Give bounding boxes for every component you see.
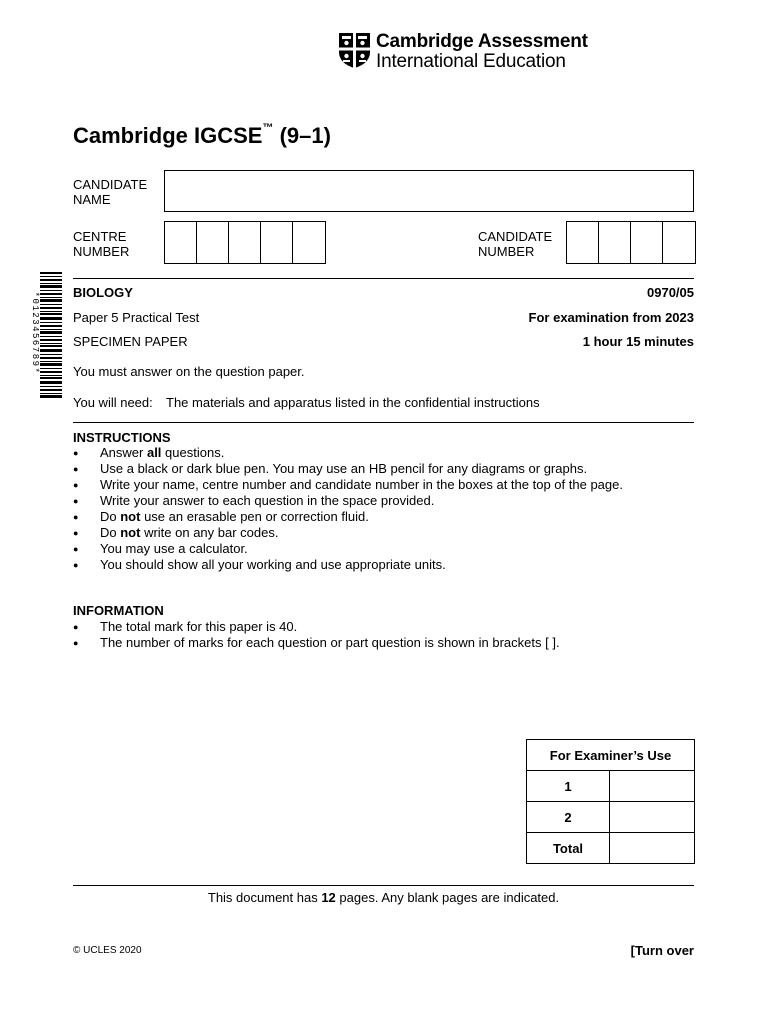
instruction-item: ● Write your name, centre number and candidate number in the boxes at the top of the page.	[73, 477, 623, 493]
cambridge-shield-icon	[338, 32, 371, 69]
instruction-item: ● You may use a calculator.	[73, 541, 623, 557]
instruction-item: ● Answer all questions.	[73, 445, 623, 461]
answer-note: You must answer on the question paper.	[73, 364, 305, 379]
candidate-number-cell[interactable]	[663, 222, 695, 263]
instructions-list	[73, 445, 623, 573]
divider	[73, 278, 694, 279]
barcode	[28, 272, 64, 398]
centre-number-field[interactable]	[164, 221, 326, 264]
instruction-item: ● Write your answer to each question in the space provided.	[73, 493, 623, 509]
question-number: 1	[527, 771, 610, 802]
divider	[73, 422, 694, 423]
logo-line-2: International Education	[376, 51, 566, 72]
centre-number-cell[interactable]	[293, 222, 325, 263]
paper-title: Paper 5 Practical Test	[73, 310, 200, 325]
grading-scale: (9–1)	[279, 123, 331, 148]
copyright: © UCLES 2020	[73, 945, 142, 956]
examiner-use-table	[526, 739, 695, 864]
divider	[73, 885, 694, 886]
turn-over: [Turn over	[630, 943, 694, 958]
page-count-note: This document has 12 pages. Any blank pages are indicated.	[207, 890, 560, 905]
qualification-name: Cambridge IGCSE	[73, 123, 263, 148]
centre-number-label: CENTRE NUMBER	[73, 229, 130, 259]
candidate-number-cell[interactable]	[631, 222, 663, 263]
duration: 1 hour 15 minutes	[582, 334, 694, 349]
table-row	[527, 771, 695, 802]
centre-number-cell[interactable]	[261, 222, 293, 263]
candidate-number-cell[interactable]	[599, 222, 631, 263]
table-row	[527, 833, 695, 864]
instruction-item: ● Do not write on any bar codes.	[73, 525, 623, 541]
need-text: The materials and apparatus listed in the confidential instructions	[166, 395, 540, 410]
centre-number-cell[interactable]	[197, 222, 229, 263]
barcode-text: *0123456789*	[30, 291, 40, 375]
exam-from: For examination from 2023	[528, 310, 694, 325]
candidate-number-label: CANDIDATE NUMBER	[478, 229, 553, 259]
information-item: ● The number of marks for each question or part question is shown in brackets [ ].	[73, 635, 560, 651]
need-label: You will need:	[73, 395, 153, 410]
candidate-number-cell[interactable]	[567, 222, 599, 263]
paper-type: SPECIMEN PAPER	[73, 334, 188, 349]
instruction-item: ● Use a black or dark blue pen. You may use an HB pencil for any diagrams or graphs.	[73, 461, 623, 477]
candidate-name-field[interactable]	[164, 170, 694, 212]
information-heading: INFORMATION	[73, 603, 164, 618]
question-number: 2	[527, 802, 610, 833]
examiner-table-heading: For Examiner’s Use	[527, 740, 695, 771]
instructions-heading: INSTRUCTIONS	[73, 430, 171, 445]
total-mark-cell[interactable]	[610, 833, 695, 864]
centre-number-cell[interactable]	[229, 222, 261, 263]
paper-code: 0970/05	[647, 285, 694, 300]
candidate-number-field[interactable]	[566, 221, 696, 264]
instruction-item: ● You should show all your working and use appropriate units.	[73, 557, 623, 573]
subject-name: BIOLOGY	[73, 285, 133, 300]
candidate-name-label: CANDIDATE NAME	[73, 177, 148, 207]
cambridge-logo	[338, 31, 588, 72]
trademark-symbol: ™	[262, 122, 274, 134]
instruction-item: ● Do not use an erasable pen or correction fluid.	[73, 509, 623, 525]
information-list	[73, 619, 560, 651]
page-count: 12	[321, 890, 336, 905]
logo-line-1: Cambridge Assessment	[376, 31, 588, 52]
mark-cell[interactable]	[610, 771, 695, 802]
total-label: Total	[527, 833, 610, 864]
centre-number-cell[interactable]	[165, 222, 197, 263]
information-item: ● The total mark for this paper is 40.	[73, 619, 560, 635]
mark-cell[interactable]	[610, 802, 695, 833]
qualification-title	[73, 122, 331, 149]
table-row	[527, 802, 695, 833]
